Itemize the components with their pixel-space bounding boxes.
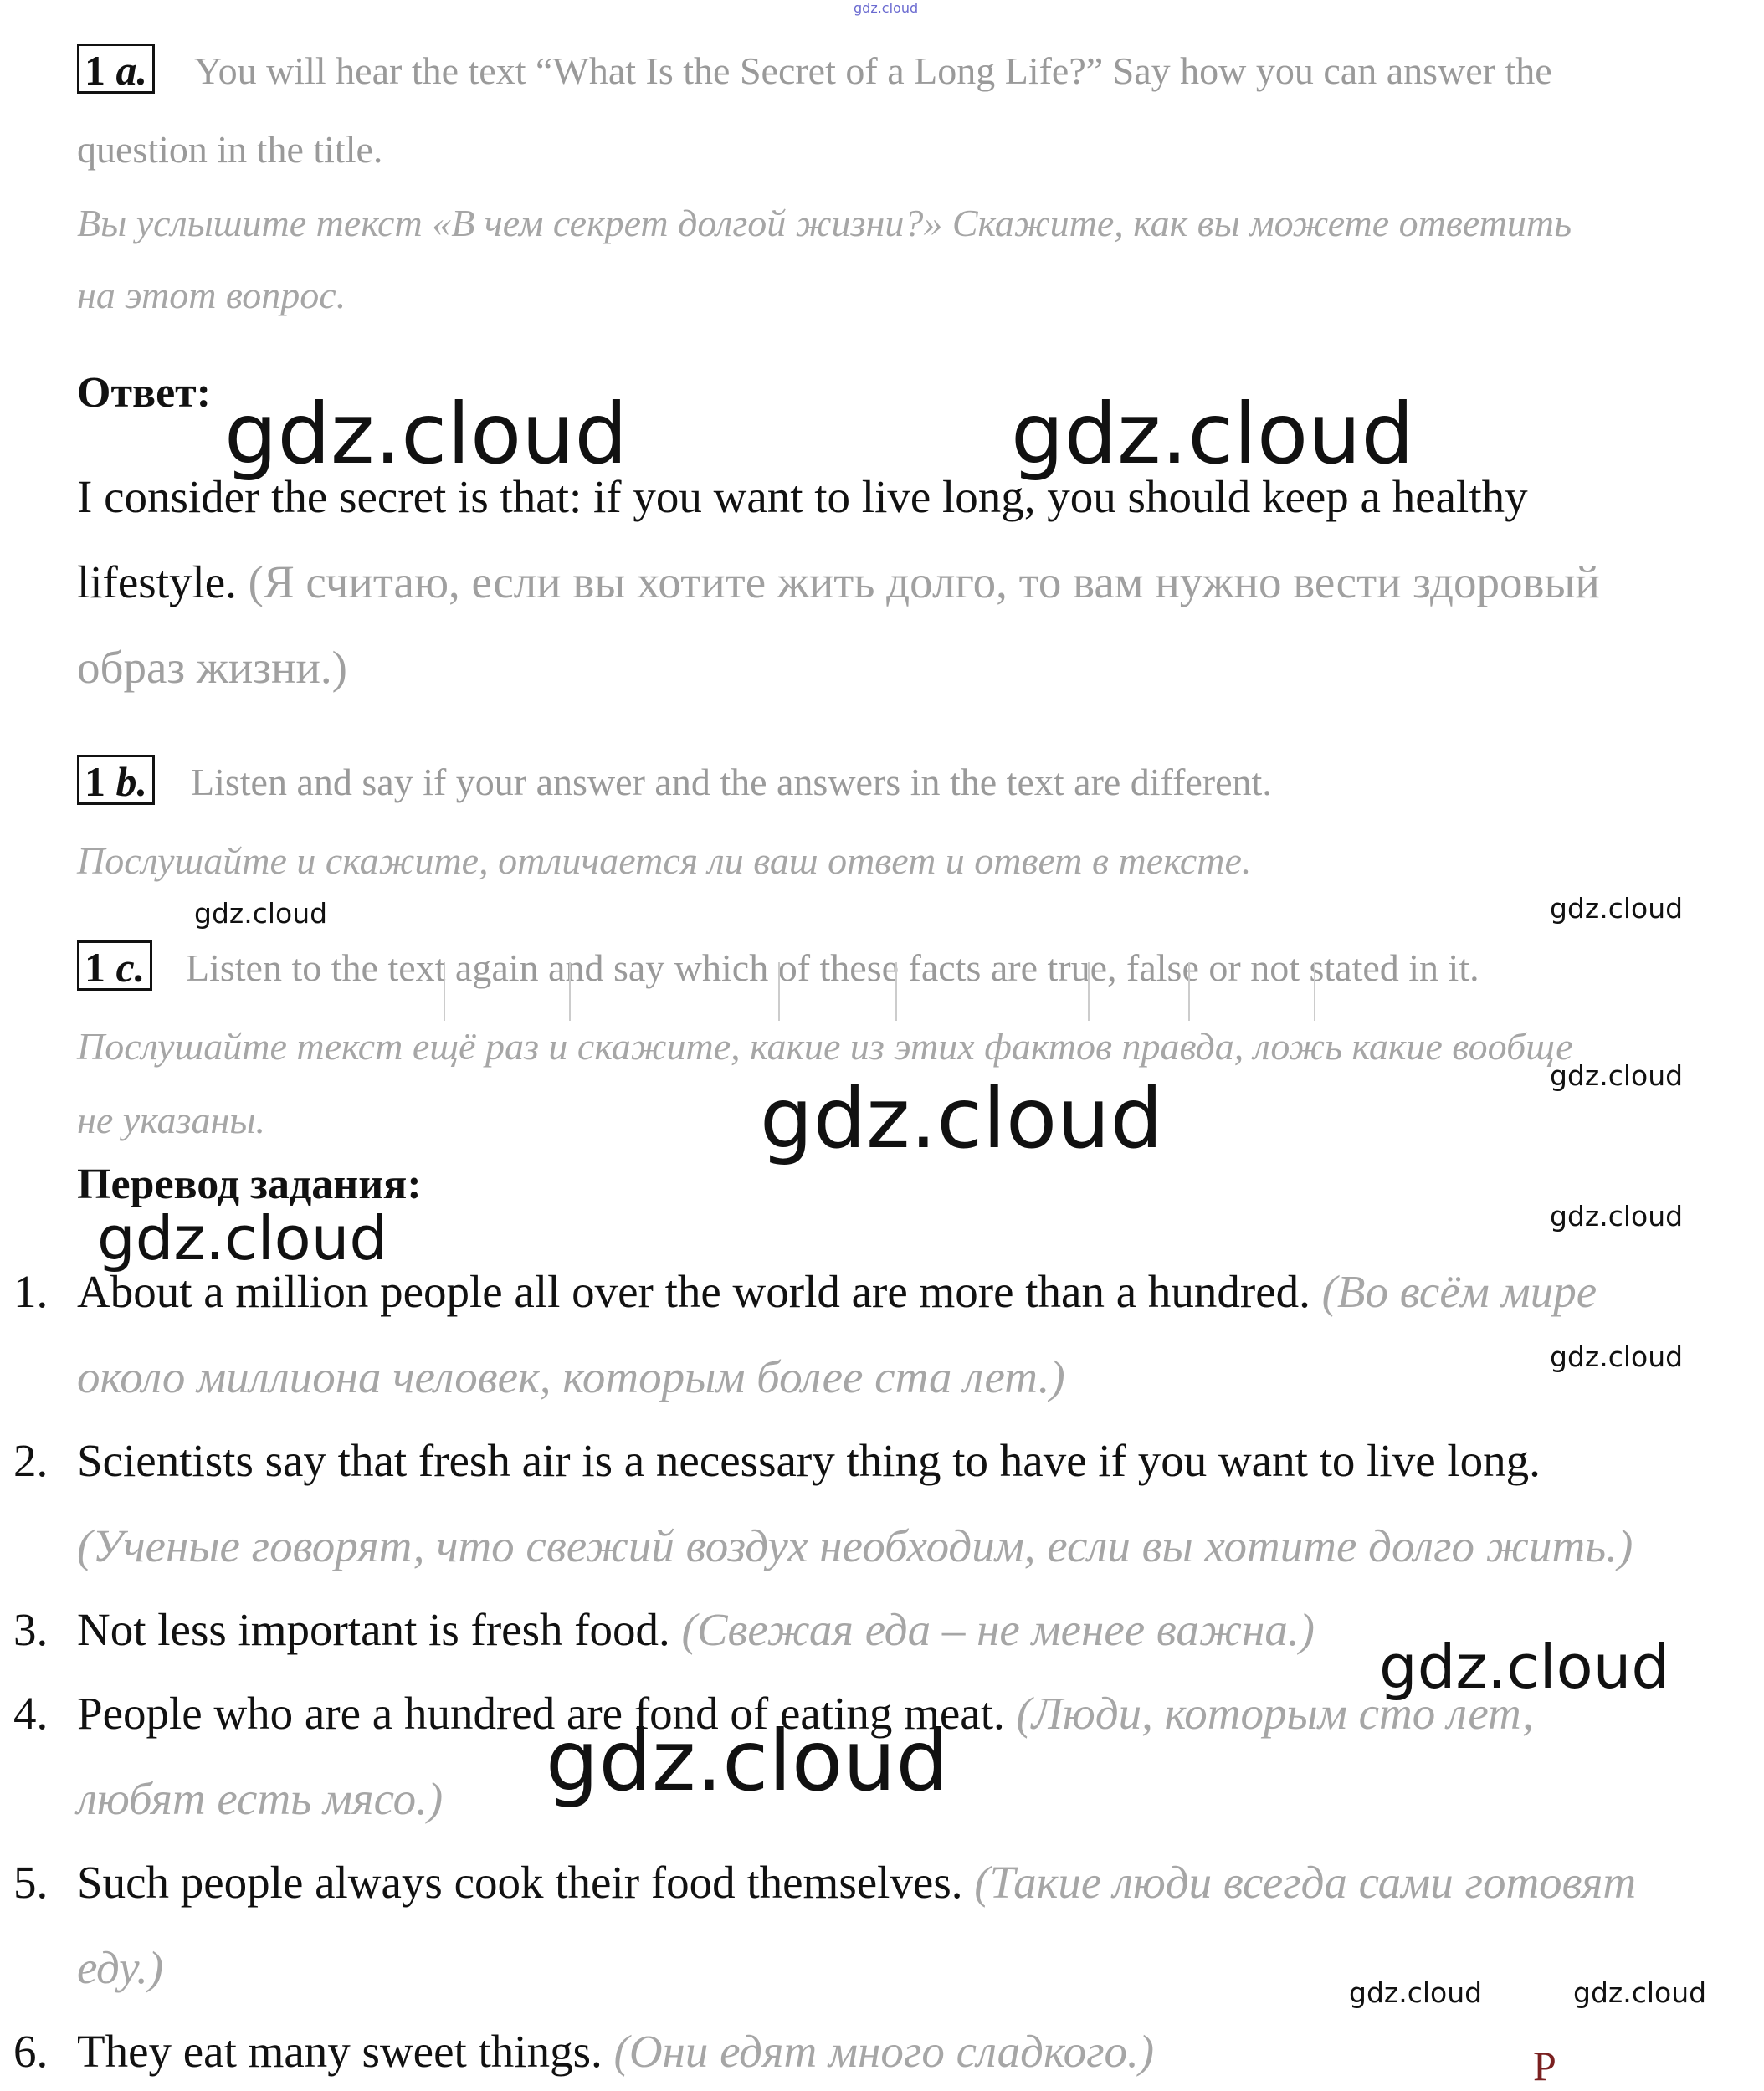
- list-item-translation-cont: любят есть мясо.): [77, 1773, 444, 1824]
- list-item-translation: (Они едят много сладкого.): [602, 2026, 1155, 2077]
- list-item-number: 3.: [13, 1604, 49, 1655]
- watermark-small: gdz.cloud: [1550, 1340, 1684, 1373]
- watermark-large: gdz.cloud: [546, 1712, 950, 1810]
- watermark-small: gdz.cloud: [1573, 1976, 1707, 2009]
- watermark-small: gdz.cloud: [194, 897, 328, 930]
- scan-artifact: [1314, 962, 1315, 1021]
- list-item: [77, 1856, 1636, 1909]
- list-item-translation-cont: еду.): [77, 1942, 164, 1993]
- list-item-translation-cont: около миллиона человек, которым более ста лет.): [77, 1351, 1065, 1402]
- list-item-number: 2.: [13, 1435, 49, 1486]
- answer-heading: Ответ:: [77, 369, 212, 417]
- watermark-small: gdz.cloud: [1550, 1200, 1684, 1233]
- answer-line1: I consider the secret is that: if you want to live long, you should keep a healthy: [77, 471, 1528, 522]
- list-item: [77, 2025, 1154, 2078]
- watermark-large: gdz.cloud: [1011, 385, 1415, 483]
- list-item-text: About a million people all over the world are more than a hundred.: [77, 1266, 1310, 1317]
- list-item-text: Not less important is fresh food.: [77, 1604, 670, 1655]
- watermark-medium: gdz.cloud: [97, 1203, 388, 1274]
- task-1b-ru-line1: Послушайте и скажите, отличается ли ваш ответ и ответ в тексте.: [77, 839, 1252, 882]
- task-1c-en-line1: Listen to the text again and say which of these facts are true, false or not stated in it.: [186, 946, 1479, 989]
- answer-line3-translation: образ жизни.): [77, 642, 347, 693]
- top-watermark: gdz.cloud: [854, 0, 919, 16]
- list-item-translation: (Такие люди всегда сами готовят: [962, 1857, 1637, 1908]
- answer-line2: [77, 556, 1600, 608]
- scan-artifact: [1088, 962, 1090, 1021]
- watermark-large: gdz.cloud: [224, 385, 628, 483]
- task-1c-badge-num: 1: [85, 944, 105, 991]
- list-item-text: They eat many sweet things.: [77, 2026, 603, 2077]
- list-item-number: 1.: [13, 1266, 49, 1317]
- list-item-text: Such people always cook their food themselves.: [77, 1857, 963, 1908]
- watermark-small: gdz.cloud: [1349, 1976, 1483, 2009]
- task-1a-badge: [77, 44, 155, 94]
- task-1b-en-line1: Listen and say if your answer and the answers in the text are different.: [191, 761, 1272, 803]
- watermark-small: gdz.cloud: [1550, 1059, 1684, 1092]
- task-1a-ru-line2: на этот вопрос.: [77, 274, 346, 316]
- scan-artifact: [569, 962, 571, 1021]
- list-item-text: Scientists say that fresh air is a necessary thing to have if you want to live long.: [77, 1435, 1541, 1486]
- task-1a-en-line1: You will hear the text “What Is the Secret of a Long Life?” Say how you can answer the: [194, 49, 1552, 92]
- task-1b-badge-num: 1: [85, 758, 105, 805]
- task-1b-badge: [77, 755, 155, 805]
- scan-artifact: [444, 962, 445, 1021]
- watermark-medium: gdz.cloud: [1379, 1632, 1670, 1702]
- list-item-number: 4.: [13, 1688, 49, 1739]
- answer-line2-translation: (Я считаю, если вы хотите жить долго, то вам нужно вести здоровый: [236, 556, 1600, 607]
- task-1c-ru-line1: Послушайте текст ещё раз и скажите, какие из этих фактов правда, ложь какие вообще: [77, 1025, 1573, 1068]
- list-item-translation: (Свежая еда – не менее важна.): [669, 1604, 1315, 1655]
- scan-artifact: [895, 962, 897, 1021]
- task-1c-badge-letter: c.: [115, 944, 146, 991]
- watermark-large: gdz.cloud: [760, 1069, 1164, 1167]
- task-1c-ru-line2: не указаны.: [77, 1099, 265, 1141]
- list-item-text: People who are a hundred are fond of eating meat.: [77, 1688, 1005, 1739]
- scan-artifact: [1188, 962, 1190, 1021]
- watermark-small: gdz.cloud: [1550, 892, 1684, 925]
- task-1a-badge-num: 1: [85, 47, 105, 94]
- scan-artifact: [778, 962, 780, 1021]
- list-item-translation: (Во всём мире: [1310, 1266, 1597, 1317]
- list-item-translation: (Люди, которым сто лет,: [1004, 1688, 1534, 1739]
- list-item: [77, 1603, 1315, 1656]
- list-item-number: 5.: [13, 1857, 49, 1908]
- list-item: [77, 1434, 1541, 1487]
- list-item-translation-cont: (Ученые говорят, что свежий воздух необходим, если вы хотите долго жить.): [77, 1520, 1633, 1571]
- task-1c-badge: [77, 940, 152, 991]
- task-1a-ru-line1: Вы услышите текст «В чем секрет долгой жизни?» Скажите, как вы можете ответить: [77, 202, 1572, 244]
- task-1a-en-line2: question in the title.: [77, 128, 383, 171]
- task-1a-badge-letter: a.: [115, 47, 147, 94]
- translation-heading: Перевод задания:: [77, 1161, 422, 1208]
- answer-line2-main: lifestyle.: [77, 556, 237, 607]
- task-1b-badge-letter: b.: [115, 758, 147, 805]
- list-item-number: 6.: [13, 2026, 49, 2077]
- page-corner-char: Р: [1533, 2042, 1556, 2089]
